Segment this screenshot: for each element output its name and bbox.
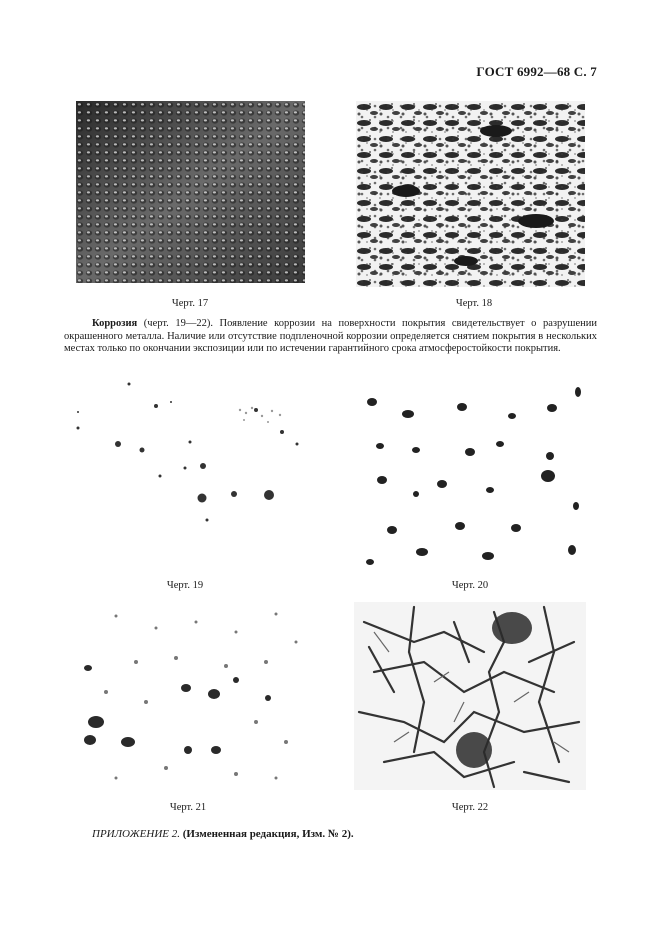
figure-22-caption: Черт. 22	[451, 802, 489, 813]
figure-17-image	[76, 101, 305, 283]
paragraph-body: (черт. 19—22). Появление коррозии на поверхности покрытия свидетельствует о разрушении окрашенного металла. Наличие или отсутствие подпленочной коррозии определяется снятием покрытия в нескольких местах только по окончании экспозиции или по истечении гарантийного срока атмосферостойкости покрытия.	[64, 318, 597, 355]
figure-21-image	[76, 602, 306, 788]
corrosion-paragraph	[64, 318, 597, 356]
figure-21-caption: Черт. 21	[169, 802, 207, 813]
figure-20-caption: Черт. 20	[451, 580, 489, 591]
figure-22-image	[354, 602, 586, 790]
appendix-note	[92, 828, 354, 840]
page-header: ГОСТ 6992—68 С. 7	[476, 64, 597, 79]
amendment-note: (Измененная редакция, Изм. № 2).	[182, 828, 354, 840]
figure-18-caption: Черт. 18	[455, 298, 493, 309]
figure-20-image	[352, 380, 584, 570]
figure-19-image	[72, 380, 308, 550]
figure-17-caption: Черт. 17	[171, 298, 209, 309]
paragraph-lead-term: Коррозия	[92, 318, 138, 329]
appendix-label: ПРИЛОЖЕНИЕ 2.	[92, 828, 180, 840]
figure-19-caption: Черт. 19	[166, 580, 204, 591]
figure-18-image	[356, 101, 585, 287]
